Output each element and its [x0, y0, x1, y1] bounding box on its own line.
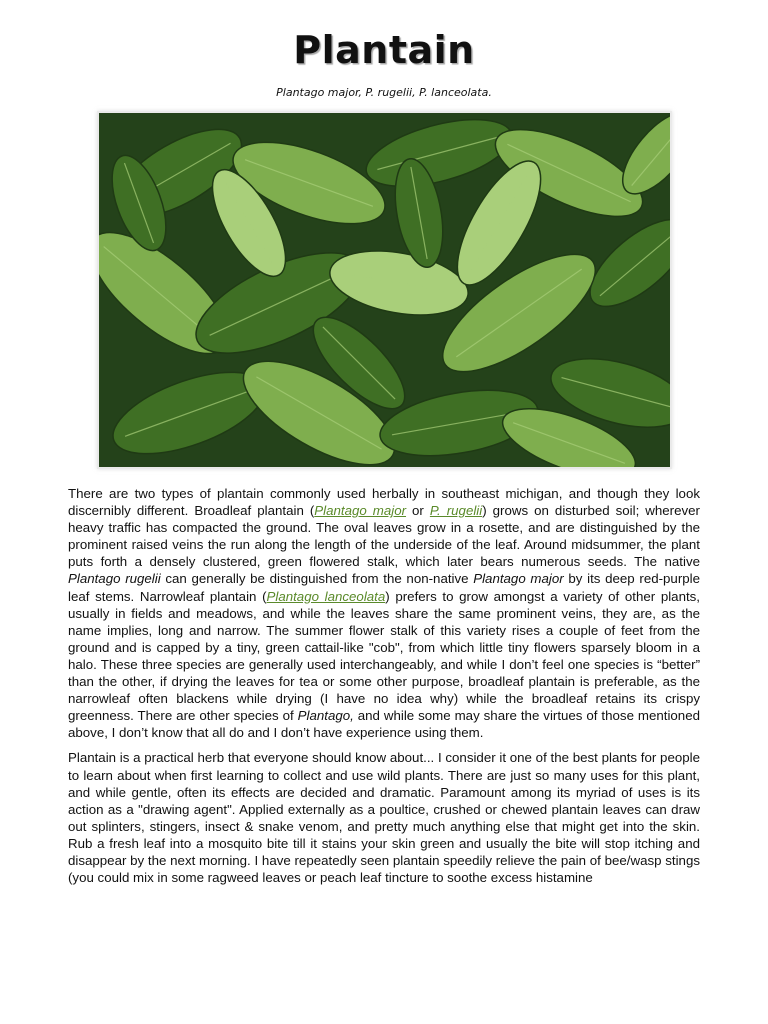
page-subtitle: Plantago major, P. rugelii, P. lanceolata.	[276, 86, 492, 99]
article-body	[68, 485, 700, 894]
page-title: Plantain	[293, 28, 475, 72]
plantain-photo	[99, 113, 670, 467]
paragraph-2: Plantain is a practical herb that everyone should know about... I consider it one of the best plants for people to learn about when first learning to collect and use wild plants. There are just so many uses for this plant, and while gentle, often its effects are decided and dramatic. Paramount among its myriad of uses is its action as a "drawing agent". Applied externally as a poultice, crushed or chewed plantain leaves can draw out splinters, stingers, insect & snake venom, and pretty much anything else that might get into the skin. Rub a fresh leaf into a mosquito bite till it stains your skin green and usually the bite will stop itching and disappear by the next morning. I have repeatedly seen plantain speedily relieve the pain of bee/wasp stings (you could mix in some ragweed leaves or peach leaf tincture to soothe excess histamine	[68, 750, 700, 886]
link-plantago-major[interactable]: Plantago major	[314, 503, 407, 519]
link-p-rugelii[interactable]: P. rugelii	[429, 503, 483, 519]
link-plantago-lanceolata[interactable]: Plantago lanceolata	[266, 588, 386, 604]
plantain-leaves-icon	[99, 113, 670, 467]
paragraph-1: There are two types of plantain commonly used herbally in southeast michigan, and though they look discernibly different. Broadleaf plantain (Plantago major or P. rugelii) grows on disturbed soil; wherever heavy traffic has compacted the ground. The oval leaves grow in a rosette, and are distinguished by the prominent raised veins the run along the length of the underside of the leaf. Around midsummer, the plant puts forth a densely clustered, green flowered stalk, which later bears numerous seeds. The native Plantago rugelii can generally be distinguished from the non-native Plantago major by its deep red-purple leaf stems. Narrowleaf plantain (Plantago lanceolata) prefers to grow amongst a variety of other plants, usually in fields and meadows, and while the leaves share the same prominent veins, they are, as the name implies, long and narrow. The summer flower stalk of this variety rises a couple of feet from the ground and is capped by a tiny, green cattail-like "cob", from which little tiny flowers sparsely bloom in a halo. These three species are generally used interchangeably, and while I don’t feel one species is “better” than the other, if drying the leaves for tea or some other purpose, broadleaf plantain is preferable, as the narrowleaf often blackens while drying (I have no idea why) while the broadleaf retains its crispy greenness. There are other species of Plantago, and while some may share the virtues of those mentioned above, I don’t know that all do and I don’t have experience using them.	[68, 486, 701, 741]
